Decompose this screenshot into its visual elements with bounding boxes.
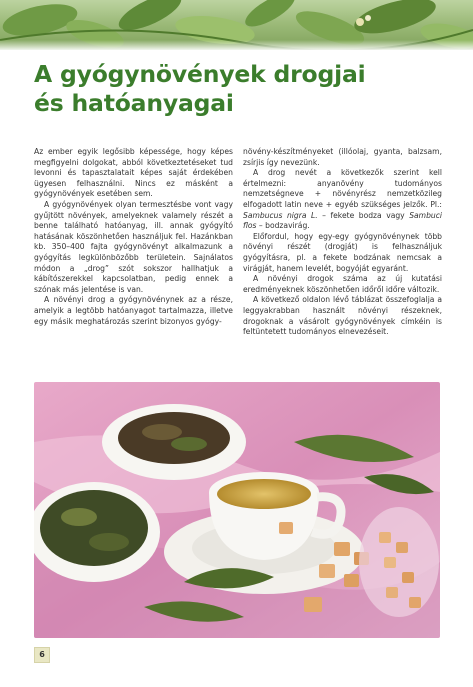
header-leaves-banner (0, 0, 473, 50)
latin-name: Sambuci flos (243, 210, 442, 231)
tea-still-life-illustration (34, 382, 440, 638)
paragraph: növény-készítményeket (illóolaj, gyanta, balzsam, zsírjis így nevezünk. (243, 147, 442, 167)
page-number: 6 (34, 647, 50, 663)
latin-name: Sambucus nigra L. (243, 210, 318, 220)
paragraph: A következő oldalon lévő táblázat összefoglalja a leggyakrabban használt növényi részeknek, drogoknak a vásárolt gyógynövények címkéin is feltüntetett tudományos elnevezéseit. (243, 295, 442, 337)
right-text-column (243, 147, 442, 338)
paragraph: Az ember egyik legősibb képessége, hogy képes megfigyelni dolgokat, abból következtetéseket tud levonni és tapasztalatait képes saját érdekében ügyesen felhasználni. Nincs ez másként a gyógynövények esetében sem. (34, 147, 233, 199)
paragraph: A növényi drogok száma az új kutatási eredményeknek köszönhetően időről időre változik. (243, 274, 442, 294)
paragraph: A növényi drog a gyógynövénynek az a része, amelyik a legtöbb hatóanyagot tartalmazza, illetve egy másik meghatározás szerint bizonyos gyógy- (34, 295, 233, 326)
paragraph: Előfordul, hogy egy-egy gyógynövénynek több növényi részét (drogját) is felhasználjuk gyógyításra, pl. a fekete bodzának nemcsak a virágját, hanem levelét, bogyóját egyaránt. (243, 231, 442, 273)
title-line-1: A gyógynövények drogjai (34, 60, 366, 88)
herbal-tea-photo (34, 382, 440, 638)
paragraph: A gyógynövények olyan termesztésbe vont vagy gyűjtött növények, amelyeknek valamely részét a benne található hatóanyag, ill. annak gyógyító hatásának köszönhetően használjuk fel. Hazánkban kb. 350–400 fajta gyógynövényt alkalmazunk a gyógyítás legkülönbözőbb területein. Sajnálatos módon a „drog” szót sokszor hallhatjuk a kábítószerekkel kapcsolatban, pedig ennek a szónak más jelentése is van. (34, 199, 233, 294)
title-line-2: és hatóanyagai (34, 89, 234, 117)
page-title (34, 60, 444, 118)
left-text-column (34, 147, 233, 327)
paragraph: A drog nevét a következők szerint kell értelmezni: anyanövény tudományos nemzetségneve + növényrész nemzetközileg elfogadott latin neve + egyéb szükséges jelzők. Pl.: Sambucus nigra L. – fekete bodza vagy Sambuci flos – bodzavirág. (243, 168, 442, 231)
